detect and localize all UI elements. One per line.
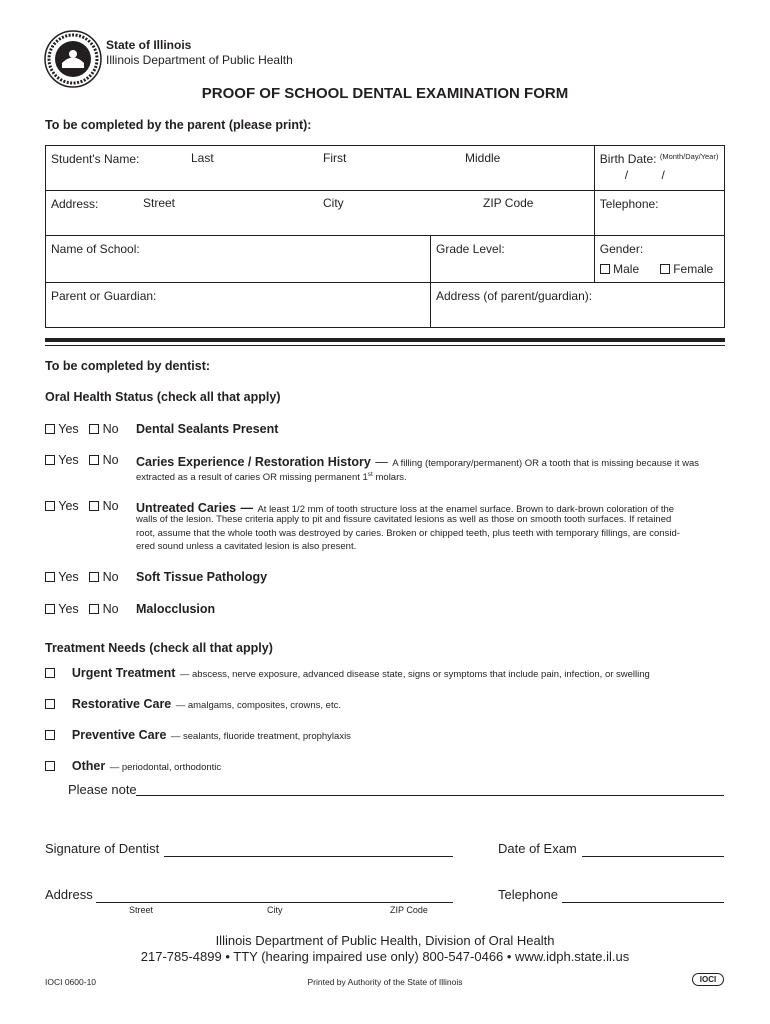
male-checkbox[interactable]: [600, 264, 610, 274]
untreated-caries-yes-checkbox[interactable]: [45, 501, 55, 511]
restorative-care-desc: — amalgams, composites, crowns, etc.: [175, 700, 341, 711]
urgent-treatment-title: Urgent Treatment: [71, 666, 176, 680]
guardian-label: Parent or Guardian:: [51, 289, 157, 303]
soft-tissue-yes-checkbox[interactable]: [45, 572, 55, 582]
sealants-no-checkbox[interactable]: [89, 424, 99, 434]
untreated-caries-desc-lines: [136, 513, 726, 554]
guardian-field[interactable]: [46, 283, 431, 328]
dentist-address-input[interactable]: [96, 888, 453, 903]
section-divider-thin: [45, 345, 725, 346]
address-field[interactable]: [46, 191, 595, 236]
birth-date-label: Birth Date:: [599, 152, 657, 166]
gender-label: Gender:: [599, 242, 644, 256]
illinois-state-seal: [44, 30, 102, 88]
printed-by-authority: Printed by Authority of the State of Illinois: [307, 977, 463, 987]
malocclusion-yes-no: [45, 602, 119, 616]
urgent-treatment-desc: — abscess, nerve exposure, advanced disease state, signs or symptoms that include pain, infection, or swelling: [179, 669, 650, 680]
parent-info-table: [45, 145, 725, 328]
oral-health-heading: Oral Health Status (check all that apply): [45, 390, 281, 404]
agency-header: [106, 38, 293, 68]
untreated-caries-no-checkbox[interactable]: [89, 501, 99, 511]
treatment-needs-heading: Treatment Needs (check all that apply): [45, 641, 273, 655]
birth-date-hint: (Month/Day/Year): [659, 152, 719, 161]
department-name: Illinois Department of Public Health: [106, 53, 293, 67]
state-name: State of Illinois: [106, 38, 192, 52]
footer-division: Illinois Department of Public Health, Division of Oral Health: [215, 933, 555, 948]
dentist-section-heading: To be completed by dentist:: [45, 359, 211, 373]
students-name-field[interactable]: [46, 146, 595, 191]
no-label: No: [102, 602, 119, 616]
soft-tissue-title: Soft Tissue Pathology: [136, 570, 268, 584]
caries-history-yes-checkbox[interactable]: [45, 455, 55, 465]
female-checkbox[interactable]: [660, 264, 670, 274]
guardian-address-label: Address (of parent/guardian):: [436, 289, 593, 303]
yes-label: Yes: [58, 422, 79, 436]
signature-input[interactable]: [164, 842, 453, 857]
untreated-caries-yes-no: [45, 499, 119, 513]
students-name-label: Student's Name:: [51, 152, 140, 166]
birth-date-slashes: / /: [624, 168, 665, 182]
no-label: No: [102, 570, 119, 584]
untreated-caries-title: Untreated Caries: [136, 501, 237, 515]
telephone-label-dentist: Telephone: [498, 887, 558, 902]
signature-label: Signature of Dentist: [45, 841, 160, 856]
dentist-telephone-input[interactable]: [562, 888, 724, 903]
sub-street-label: Street: [129, 905, 154, 915]
date-of-exam-input[interactable]: [582, 842, 724, 857]
preventive-care-row: [45, 726, 351, 744]
address-label: Address:: [51, 197, 99, 211]
form-title: PROOF OF SCHOOL DENTAL EXAMINATION FORM: [201, 85, 569, 102]
birth-date-field[interactable]: [594, 146, 724, 191]
sealants-yes-no: [45, 422, 119, 436]
untreated-caries-desc2: walls of the lesion. These criteria apply to pit and fissure cavitated lesions as well as those on smooth tooth surfaces. If retained: [136, 514, 672, 525]
female-label: Female: [673, 262, 714, 276]
school-label: Name of School:: [51, 242, 140, 256]
sub-city-label: City: [267, 905, 283, 915]
other-treatment-title: Other: [71, 759, 106, 773]
footer-contact: 217-785-4899 • TTY (hearing impaired use only) 800-547-0466 • www.idph.state.il.us: [140, 949, 630, 964]
untreated-caries-desc1: At least 1/2 mm of tooth structure loss at the enamel surface. Brown to dark-brown coloration of the: [257, 504, 675, 515]
soft-tissue-yes-no: [45, 570, 119, 584]
grade-label: Grade Level:: [436, 242, 505, 256]
please-note-label: Please note: [68, 782, 137, 797]
untreated-caries-desc3: root, assume that the whole tooth was destroyed by caries. Broken or chipped teeth, plus teeth with temporary fillings, are consid-: [136, 527, 680, 539]
sealants-title: Dental Sealants Present: [136, 422, 279, 436]
restorative-care-checkbox[interactable]: [45, 699, 55, 709]
address-label-dentist: Address: [45, 887, 93, 902]
caries-history-line2: [136, 468, 726, 485]
other-treatment-row: [45, 757, 221, 775]
sealants-yes-checkbox[interactable]: [45, 424, 55, 434]
zip-label: ZIP Code: [483, 196, 534, 210]
restorative-care-title: Restorative Care: [71, 697, 172, 711]
preventive-care-checkbox[interactable]: [45, 730, 55, 740]
ioci-logo: IOCI: [692, 973, 724, 986]
caries-history-no-checkbox[interactable]: [89, 455, 99, 465]
malocclusion-no-checkbox[interactable]: [89, 604, 99, 614]
last-label: Last: [191, 151, 214, 165]
street-label: Street: [143, 196, 176, 210]
caries-history-desc2: extracted as a result of caries OR missing permanent 1: [136, 472, 368, 484]
caries-history-title: Caries Experience / Restoration History: [136, 455, 371, 469]
yes-label: Yes: [58, 602, 79, 616]
caries-history-desc3: molars.: [372, 472, 407, 484]
grade-field[interactable]: [431, 236, 595, 283]
no-label: No: [102, 453, 119, 467]
please-note-input[interactable]: [136, 781, 724, 796]
middle-label: Middle: [465, 151, 501, 165]
telephone-label: Telephone:: [599, 197, 659, 211]
yes-label: Yes: [58, 453, 79, 467]
other-treatment-desc: — periodontal, orthodontic: [109, 762, 222, 773]
form-id: IOCI 0600-10: [45, 977, 97, 987]
untreated-caries-desc4: ered sound unless a cavitated lesion is also present.: [136, 541, 357, 552]
guardian-address-field[interactable]: [431, 283, 725, 328]
first-label: First: [323, 151, 347, 165]
parent-section-heading: To be completed by the parent (please print):: [45, 118, 312, 132]
dash: —: [240, 501, 253, 515]
preventive-care-title: Preventive Care: [71, 728, 167, 742]
superscript-st: st: [367, 471, 373, 478]
urgent-treatment-row: [45, 664, 650, 682]
caries-history-desc1: A filling (temporary/permanent) OR a tooth that is missing because it was: [392, 458, 699, 469]
telephone-field[interactable]: [594, 191, 724, 236]
yes-label: Yes: [58, 570, 79, 584]
dash: —: [375, 455, 388, 469]
soft-tissue-no-checkbox[interactable]: [89, 572, 99, 582]
sub-zip-label: ZIP Code: [390, 905, 428, 915]
caries-history-yes-no: [45, 453, 119, 467]
preventive-care-desc: — sealants, fluoride treatment, prophylaxis: [170, 731, 351, 742]
city-label: City: [323, 196, 344, 210]
malocclusion-title: Malocclusion: [136, 602, 216, 616]
malocclusion-yes-checkbox[interactable]: [45, 604, 55, 614]
no-label: No: [102, 499, 119, 513]
yes-label: Yes: [58, 499, 79, 513]
date-of-exam-label: Date of Exam: [498, 841, 577, 856]
gender-field: [594, 236, 724, 283]
section-divider-thick: [45, 338, 725, 342]
restorative-care-row: [45, 695, 341, 713]
school-field[interactable]: [46, 236, 431, 283]
urgent-treatment-checkbox[interactable]: [45, 668, 55, 678]
other-treatment-checkbox[interactable]: [45, 761, 55, 771]
male-label: Male: [613, 262, 640, 276]
no-label: No: [102, 422, 119, 436]
